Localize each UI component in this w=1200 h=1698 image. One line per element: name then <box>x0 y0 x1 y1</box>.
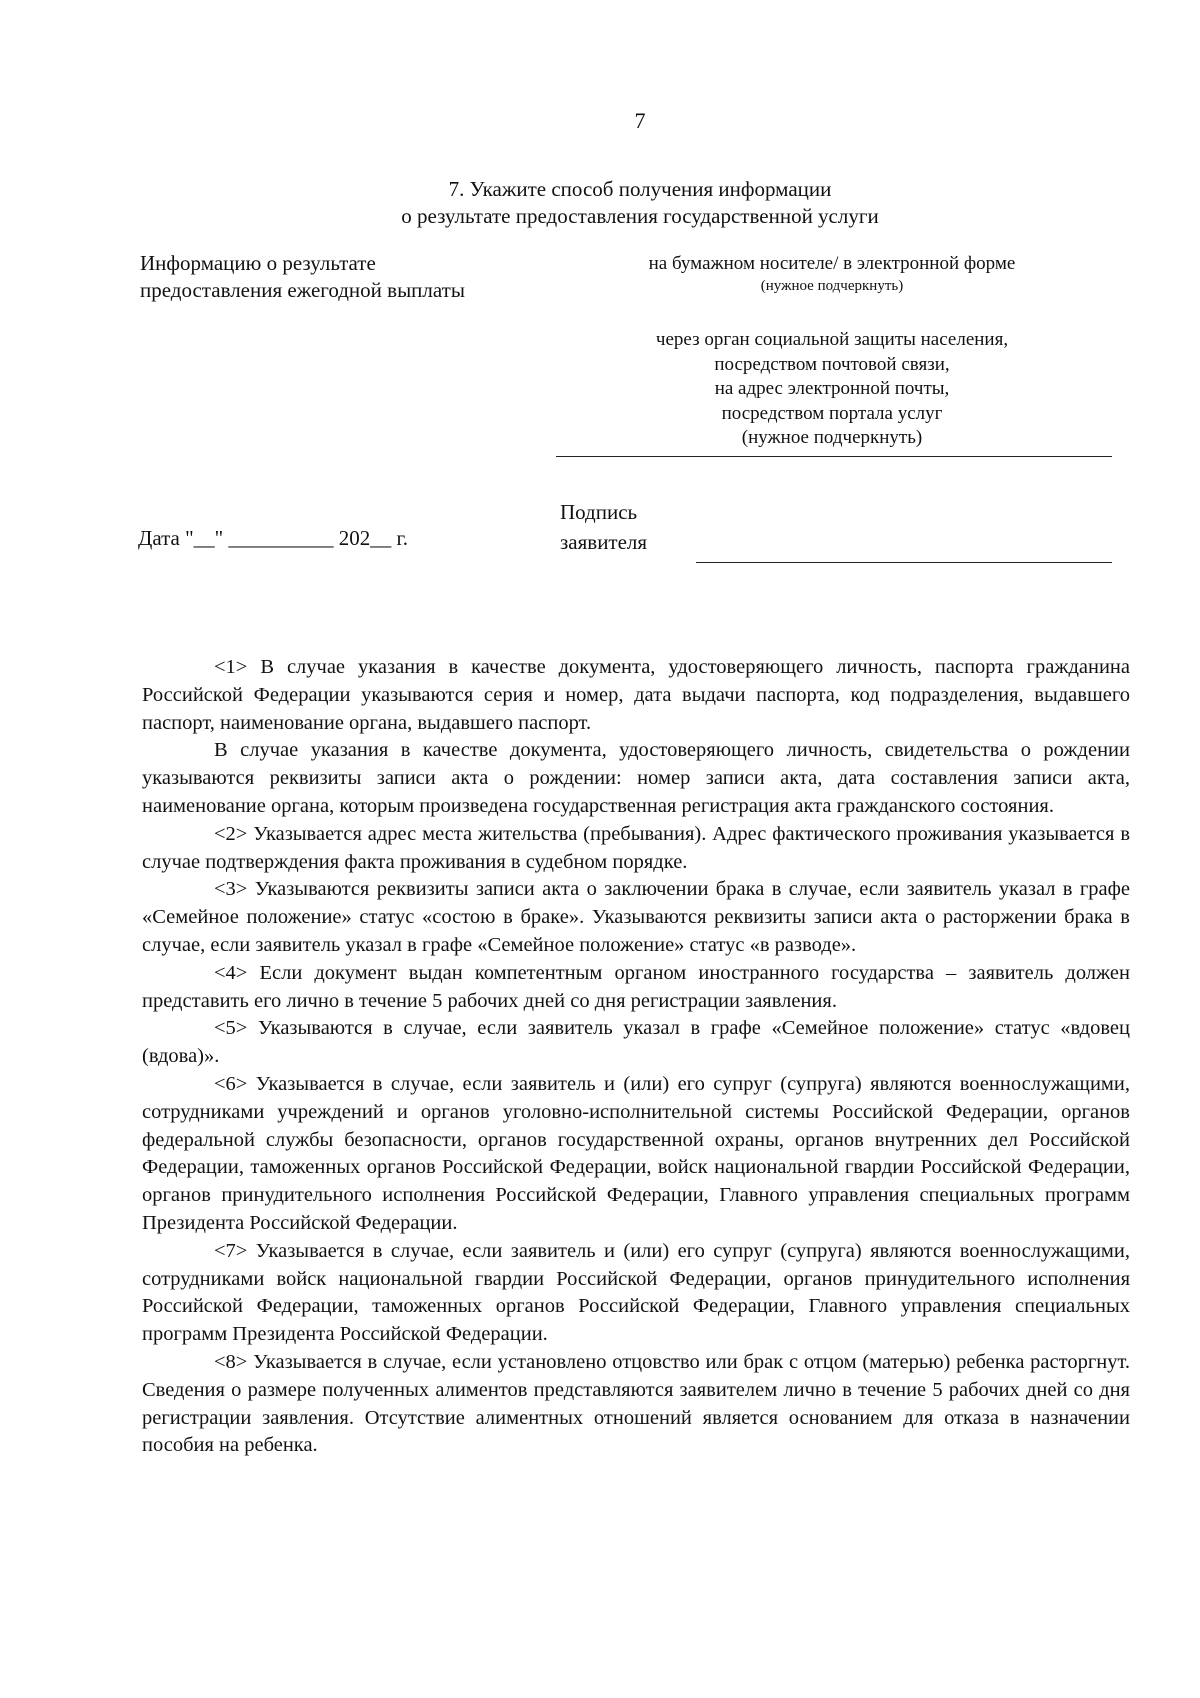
footnote-7: <7> Указывается в случае, если заявитель и (или) его супруг (супруга) являются военнослужащими, сотрудниками войск национальной гвардии Российской Федерации, органов принудительного исполнения Российской Федерации, таможенных органов Российской Федерации, Главного управления специальных программ Президента Российской Федерации. <box>142 1239 1130 1346</box>
delivery-option-email[interactable]: на адрес электронной почты, <box>714 378 950 399</box>
section-title-line-2: о результате предоставления государственной услуги <box>401 204 879 228</box>
signature-line[interactable] <box>696 562 1112 563</box>
footnote-5: <5> Указываются в случае, если заявитель указал в графе «Семейное положение» статус «вдовец (вдова)». <box>142 1017 1130 1068</box>
delivery-option-hint: (нужное подчеркнуть) <box>741 427 923 448</box>
method-options <box>552 252 1112 451</box>
footnote-6: <6> Указывается в случае, если заявитель и (или) его супруг (супруга) являются военнослужащими, сотрудниками учреждений и органов уголовно-исполнительной системы Российской Федерации, органов федеральной службы безопасности, органов государственной охраны, органов внутренних дел Российской Федерации, таможенных органов Российской Федерации, войск национальной гвардии Российской Федерации, органов принудительного исполнения Российской Федерации, Главного управления специальных программ Президента Российской Федерации. <box>142 1072 1130 1234</box>
footnote-8: <8> Указывается в случае, если установлено отцовство или брак с отцом (матерью) ребенка расторгнут. Сведения о размере полученных алиментов представляются заявителем лично в течение 5 рабочих дней со дня регистрации заявления. Отсутствие алиментных отношений является основанием для отказа в назначении пособия на ребенка. <box>142 1350 1130 1457</box>
footnote-3: <3> Указываются реквизиты записи акта о заключении брака в случае, если заявитель указал в графе «Семейное положение» статус «состою в браке». Указываются реквизиты записи акта о расторжении брака в случае, если заявитель указал в графе «Семейное положение» статус «в разводе». <box>142 878 1130 956</box>
signature-label-line-1: Подпись <box>560 500 638 524</box>
page-number: 7 <box>634 108 646 133</box>
signature-label <box>560 497 647 557</box>
options-spacer <box>552 296 1112 328</box>
delivery-option-social-agency[interactable]: через орган социальной защиты населения, <box>655 329 1009 350</box>
footnotes <box>142 654 1130 1460</box>
footnote-4: <4> Если документ выдан компетентным органом иностранного государства – заявитель должен представить его лично в течение 5 рабочих дней со дня регистрации заявления. <box>142 961 1130 1012</box>
footnote-1: <1> В случае указания в качестве документа, удостоверяющего личность, паспорта гражданина Российской Федерации указываются серия и номер, дата выдачи паспорта, код подразделения, выдавшего паспорт, наименование органа, выдавшего паспорт. <box>142 656 1130 734</box>
section-title-line-1: 7. Укажите способ получения информации <box>448 177 832 201</box>
section-title <box>300 176 980 230</box>
signature-label-line-2: заявителя <box>560 530 648 554</box>
info-result-label-line-1: Информацию о результате <box>140 251 376 275</box>
footnote-1-continued: В случае указания в качестве документа, удостоверяющего личность, свидетельства о рождении указываются реквизиты записи акта о рождении: номер записи акта, дата составления записи акта, наименование органа, которым произведена государственная регистрация акта гражданского состояния. <box>142 739 1130 817</box>
info-result-label-line-2: предоставления ежегодной выплаты <box>140 278 465 302</box>
format-option-text[interactable]: на бумажном носителе/ в электронной форме <box>648 253 1016 274</box>
format-option-hint: (нужное подчеркнуть) <box>760 278 904 294</box>
footnote-2: <2> Указывается адрес места жительства (пребывания). Адрес фактического проживания указывается в случае подтверждения факта проживания в судебном порядке. <box>142 822 1130 873</box>
delivery-option-portal[interactable]: посредством портала услуг <box>721 402 943 424</box>
delivery-option-post[interactable]: посредством почтовой связи, <box>714 353 950 375</box>
info-result-label <box>140 250 580 304</box>
date-field[interactable]: Дата "__" __________ 202__ г. <box>138 526 408 550</box>
options-underline <box>556 456 1112 457</box>
